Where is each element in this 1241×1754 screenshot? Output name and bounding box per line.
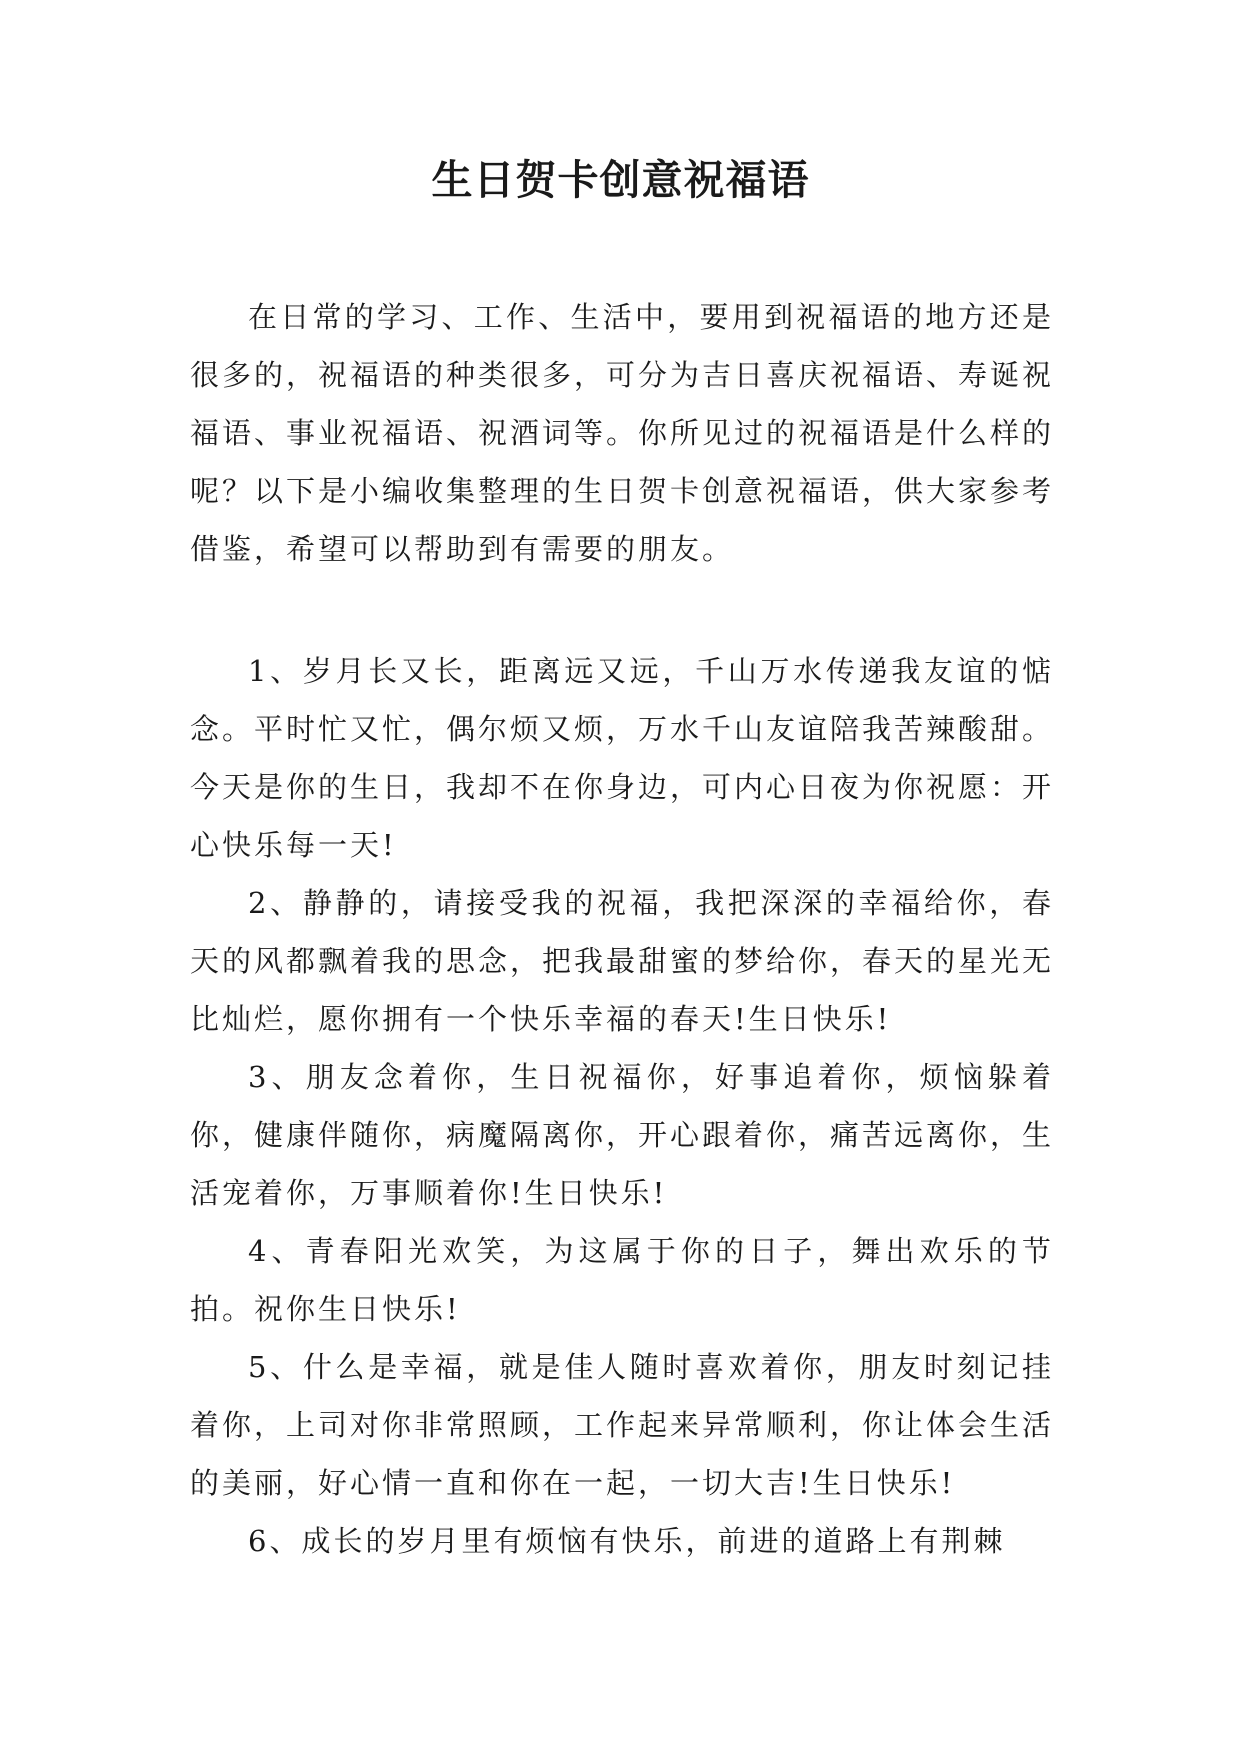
wish-item-5: 5、什么是幸福，就是佳人随时喜欢着你，朋友时刻记挂着你，上司对你非常照顾，工作起来异常顺利，你让体会生活的美丽，好心情一直和你在一起，一切大吉!生日快乐! [190, 1350, 1055, 1500]
wish-item-6: 6、成长的岁月里有烦恼有快乐，前进的道路上有荆棘 [248, 1524, 1006, 1558]
wish-item-1: 1、岁月长又长，距离远又远，千山万水传递我友谊的惦念。平时忙又忙，偶尔烦又烦，万水千山友谊陪我苦辣酸甜。今天是你的生日，我却不在你身边，可内心日夜为你祝愿：开心快乐每一天! [190, 654, 1055, 862]
document-body [190, 288, 1054, 1570]
wish-item-4: 4、青春阳光欢笑，为这属于你的日子，舞出欢乐的节拍。祝你生日快乐! [190, 1234, 1054, 1326]
wish-item-3: 3、朋友念着你，生日祝福你，好事追着你，烦恼躲着你，健康伴随你，病魔隔离你，开心跟着你，痛苦远离你，生活宠着你，万事顺着你!生日快乐! [190, 1060, 1055, 1210]
page-title: 生日贺卡创意祝福语 [431, 156, 810, 204]
wish-item-2: 2、静静的，请接受我的祝福，我把深深的幸福给你，春天的风都飘着我的思念，把我最甜蜜的梦给你，春天的星光无比灿烂，愿你拥有一个快乐幸福的春天!生日快乐! [190, 886, 1055, 1036]
intro-paragraph: 在日常的学习、工作、生活中，要用到祝福语的地方还是很多的，祝福语的种类很多，可分为吉日喜庆祝福语、寿诞祝福语、事业祝福语、祝酒词等。你所见过的祝福语是什么样的呢？以下是小编收集整理的生日贺卡创意祝福语，供大家参考借鉴，希望可以帮助到有需要的朋友。 [190, 300, 1055, 566]
